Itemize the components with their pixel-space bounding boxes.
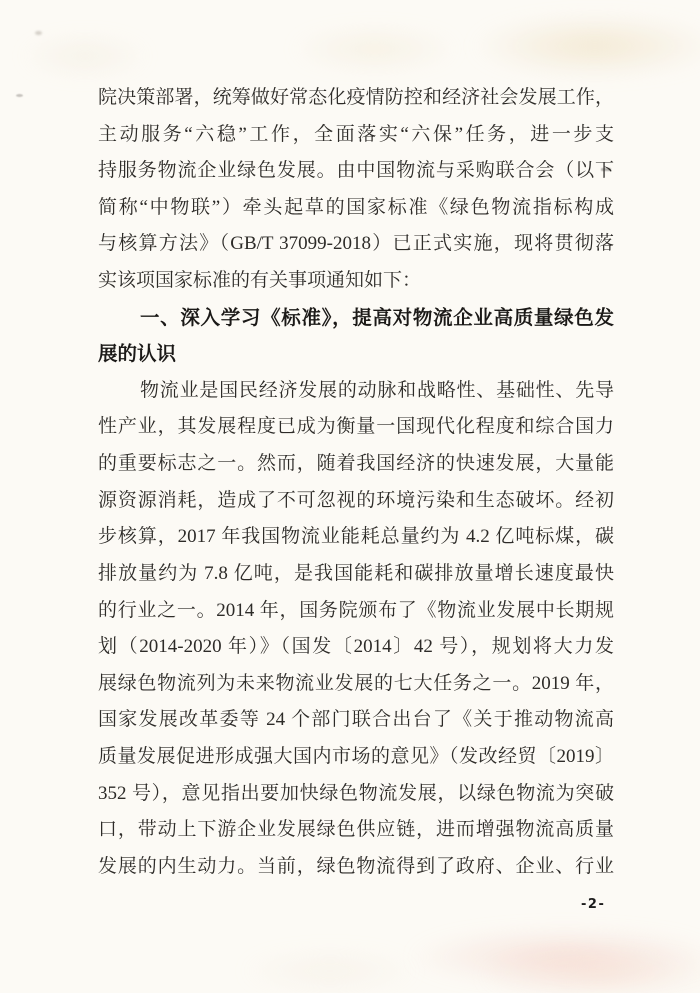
text-line: 质量发展促进形成强大国内市场的意见》（发改经贸〔2019〕 [98,745,614,767]
text-line: 排放量约为 7.8 亿吨，是我国能耗和碳排放量增长速度最快 [98,562,614,584]
scan-smudge-top-center [290,26,460,72]
text-line: 简称“中物联”）牵头起草的国家标准《绿色物流指标构成 [98,196,614,218]
scan-smudge-top-left [20,34,150,78]
scan-smudge-bottom-pink-2 [480,950,700,993]
text-line: 性产业，其发展程度已成为衡量一国现代化程度和综合国力 [98,416,614,438]
page-number: -2- [581,897,606,912]
text-line: 主动服务“六稳”工作，全面落实“六保”任务，进一步支 [98,123,614,145]
heading-line: 展的认识 [98,343,177,366]
scan-smudge-bottom-left [240,948,420,993]
text-line: 的重要标志之一。然而，随着我国经济的快速发展，大量能 [98,453,614,475]
text-line: 展绿色物流列为未来物流业发展的七大任务之一。2019 年， [98,672,614,694]
text-line: 口，带动上下游企业发展绿色供应链，进而增强物流高质量 [98,819,614,841]
text-line: 352 号），意见指出要加快绿色物流发展，以绿色物流为突破 [98,782,614,804]
scan-speck [16,94,23,97]
text-line: 的行业之一。2014 年，国务院颁布了《物流业发展中长期规 [98,599,614,621]
text-line: 发展的内生动力。当前，绿色物流得到了政府、企业、行业 [98,855,614,877]
text-line: 国家发展改革委等 24 个部门联合出台了《关于推动物流高 [98,709,614,731]
text-line: 院决策部署，统筹做好常态化疫情防控和经济社会发展工作， [98,87,614,108]
heading-line: 一、深入学习《标准》，提高对物流企业高质量绿色发 [140,306,614,329]
text-line: 与核算方法》（GB/T 37099-2018）已正式实施，现将贯彻落 [98,233,614,255]
text-line: 步核算，2017 年我国物流业能耗总量约为 4.2 亿吨标煤，碳 [98,526,614,548]
text-line: 实该项国家标准的有关事项通知如下： [98,270,422,292]
scan-smudge-top-right [470,14,700,78]
text-line: 源资源消耗，造成了不可忽视的环境污染和生态破坏。经初 [98,489,614,511]
scan-speck [35,31,42,35]
text-line: 划（2014-2020 年）》（国发〔2014〕42 号），规划将大力发 [98,636,614,658]
text-line: 物流业是国民经济发展的动脉和战略性、基础性、先导 [140,379,614,401]
document-lines [98,80,614,885]
text-line: 持服务物流企业绿色发展。由中国物流与采购联合会（以下 [98,160,614,182]
scan-smudge-bottom-pink [410,928,700,986]
